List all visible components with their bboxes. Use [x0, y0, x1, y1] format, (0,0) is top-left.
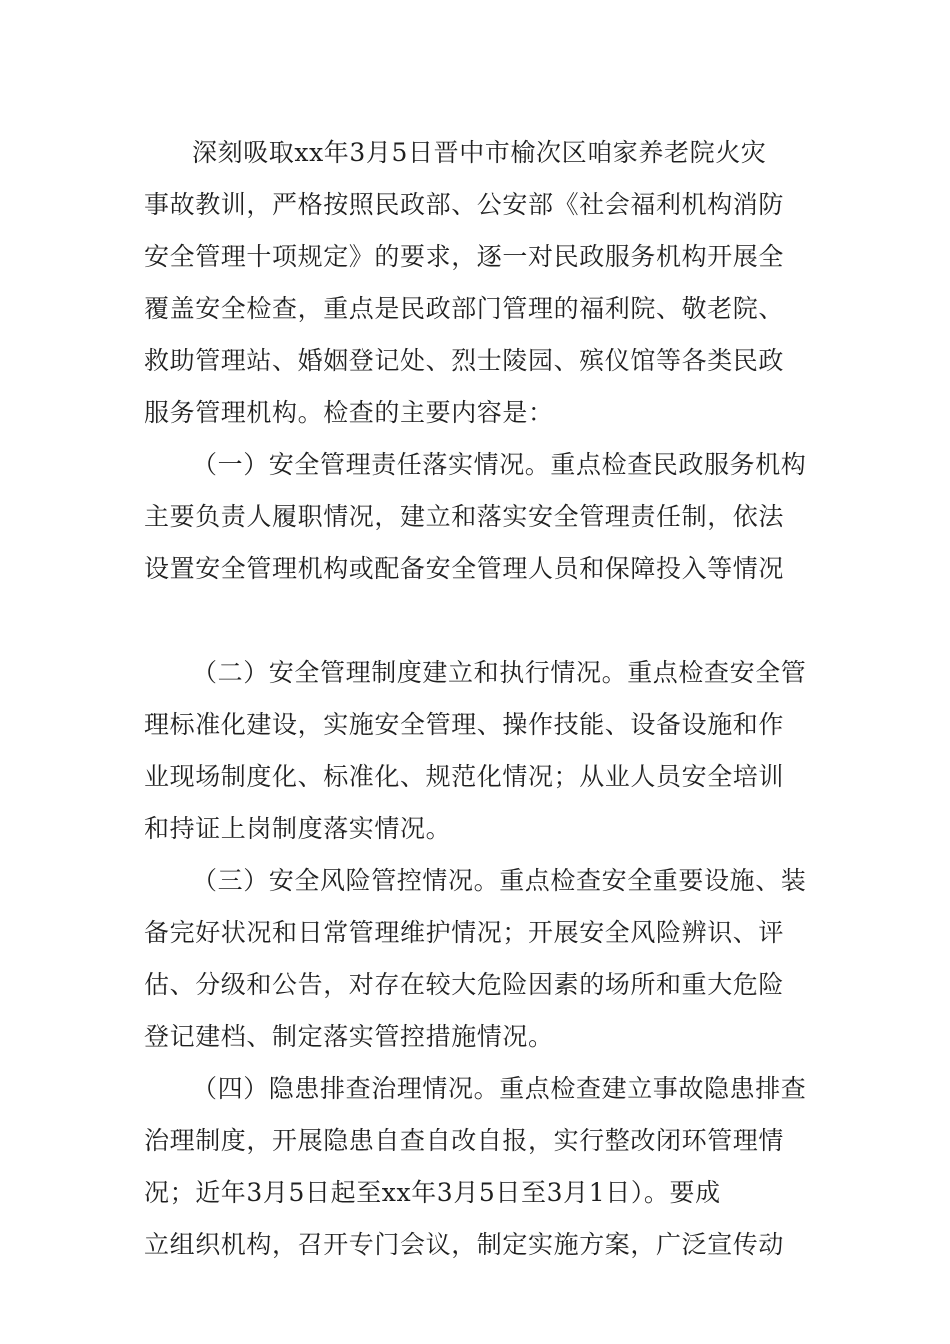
text-line: 治理制度，开展隐患自查自改自报，实行整改闭环管理情: [144, 1126, 785, 1155]
text-line: （三）安全风险管控情况。重点检查安全重要设施、装: [192, 866, 807, 895]
paragraph-item-1: [144, 439, 819, 595]
text-line: 覆盖安全检查，重点是民政部门管理的福利院、敬老院、: [144, 294, 785, 323]
text-line: （四）隐患排查治理情况。重点检查建立事故隐患排查: [192, 1074, 807, 1103]
text-line: 立组织机构，召开专门会议，制定实施方案，广泛宣传动: [144, 1230, 785, 1259]
paragraph-spacer: [144, 595, 819, 647]
text-line: （二）安全管理制度建立和执行情况。重点检查安全管: [192, 658, 807, 687]
text-line: 设置安全管理机构或配备安全管理人员和保障投入等情况: [144, 554, 785, 583]
document-body: [144, 127, 819, 1271]
text-line: 备完好状况和日常管理维护情况；开展安全风险辨识、评: [144, 918, 785, 947]
text-line: （一）安全管理责任落实情况。重点检查民政服务机构: [192, 450, 807, 479]
text-line: 业现场制度化、标准化、规范化情况；从业人员安全培训: [144, 762, 785, 791]
text-line: 救助管理站、婚姻登记处、烈士陵园、殡仪馆等各类民政: [144, 346, 785, 375]
text-line: 安全管理十项规定》的要求，逐一对民政服务机构开展全: [144, 242, 785, 271]
text-line: 事故教训，严格按照民政部、公安部《社会福利机构消防: [144, 190, 785, 219]
paragraph-item-2: [144, 647, 819, 855]
paragraph-intro: [144, 127, 819, 439]
text-line: 主要负责人履职情况，建立和落实安全管理责任制，依法: [144, 502, 785, 531]
paragraph-item-3: [144, 855, 819, 1063]
text-line: 登记建档、制定落实管控措施情况。: [144, 1022, 554, 1051]
text-line: 和持证上岗制度落实情况。: [144, 814, 452, 843]
text-line: 服务管理机构。检查的主要内容是：: [144, 398, 554, 427]
paragraph-item-4: [144, 1063, 819, 1271]
text-line: 况；近年3月5日起至xx年3月5日至3月1日）。要成: [144, 1178, 721, 1207]
text-line: 理标准化建设，实施安全管理、操作技能、设备设施和作: [144, 710, 785, 739]
text-line: 深刻吸取xx年3月5日晋中市榆次区咱家养老院火灾: [192, 138, 767, 167]
text-line: 估、分级和公告，对存在较大危险因素的场所和重大危险: [144, 970, 785, 999]
